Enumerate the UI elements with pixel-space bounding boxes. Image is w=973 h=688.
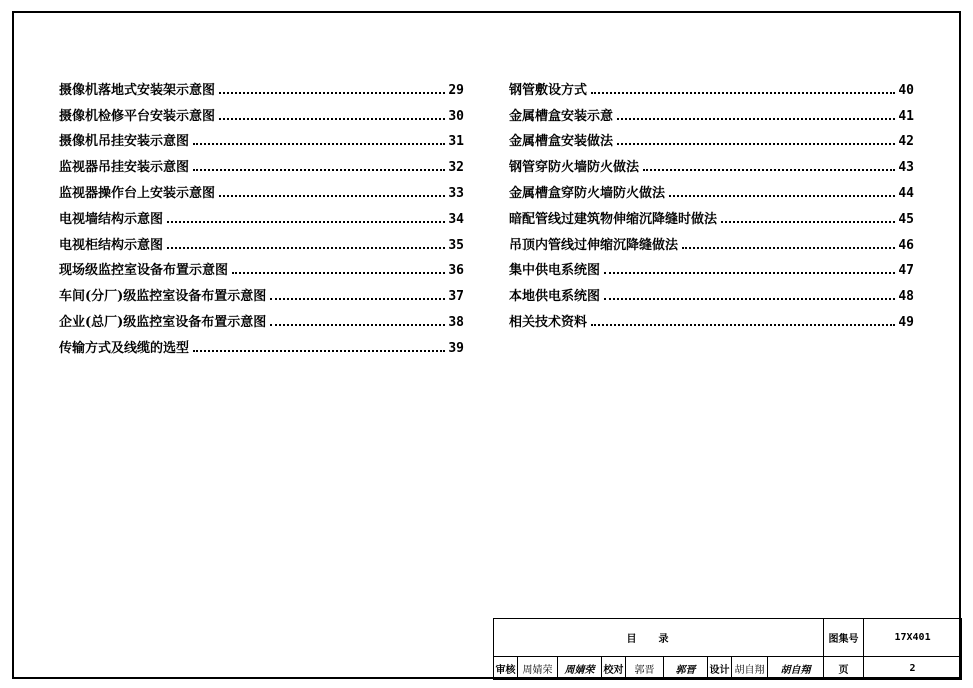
page-label: 页 bbox=[824, 657, 864, 680]
toc-entry-title: 监视器吊挂安装示意图 bbox=[59, 160, 190, 176]
toc-entry[interactable] bbox=[59, 252, 464, 278]
toc-entry-title: 金属槽盒穿防火墙防火做法 bbox=[509, 185, 666, 201]
toc-entry-page: 29 bbox=[448, 82, 464, 98]
atlas-number-label: 图集号 bbox=[824, 619, 864, 657]
toc-entry-title: 本地供电系统图 bbox=[509, 289, 601, 305]
toc-entry-title: 钢管穿防火墙防火做法 bbox=[509, 160, 640, 176]
toc-entry[interactable] bbox=[59, 303, 464, 329]
toc-entry[interactable] bbox=[509, 71, 914, 97]
design-label: 设计 bbox=[708, 657, 732, 680]
toc-entry[interactable] bbox=[59, 123, 464, 149]
toc-entry-title: 电视柜结构示意图 bbox=[59, 237, 164, 253]
toc-entry-page: 47 bbox=[898, 263, 914, 279]
toc-dot-leader bbox=[617, 118, 895, 120]
toc-entry[interactable] bbox=[509, 277, 914, 303]
toc-entry-page: 34 bbox=[448, 211, 464, 227]
toc-entry[interactable] bbox=[509, 200, 914, 226]
toc-entry[interactable] bbox=[509, 174, 914, 200]
toc-dot-leader bbox=[270, 298, 445, 300]
toc-entry-title: 相关技术资料 bbox=[509, 314, 588, 330]
reviewer-signature: 周婧荣 bbox=[558, 657, 602, 680]
toc-entry[interactable] bbox=[509, 252, 914, 278]
drawing-title: 目录 bbox=[494, 619, 824, 657]
toc-entry[interactable] bbox=[59, 277, 464, 303]
toc-dot-leader bbox=[219, 92, 445, 94]
toc-entry[interactable] bbox=[509, 226, 914, 252]
toc-entry-page: 39 bbox=[448, 340, 464, 356]
toc-dot-leader bbox=[167, 221, 445, 223]
toc-dot-leader bbox=[721, 221, 895, 223]
toc-dot-leader bbox=[193, 143, 445, 145]
toc-entry-page: 40 bbox=[898, 82, 914, 98]
toc-dot-leader bbox=[669, 195, 895, 197]
toc-entry-page: 31 bbox=[448, 134, 464, 150]
toc-entry-page: 45 bbox=[898, 211, 914, 227]
toc-dot-leader bbox=[232, 272, 445, 274]
toc-dot-leader bbox=[193, 350, 445, 352]
toc-dot-leader bbox=[643, 169, 895, 171]
toc-entry-page: 44 bbox=[898, 185, 914, 201]
toc-entry-title: 企业(总厂)级监控室设备布置示意图 bbox=[59, 314, 267, 330]
checker-signature: 郭晋 bbox=[664, 657, 708, 680]
toc-entry-title: 电视墙结构示意图 bbox=[59, 211, 164, 227]
toc-entry-title: 车间(分厂)级监控室设备布置示意图 bbox=[59, 289, 267, 305]
toc-entry[interactable] bbox=[509, 303, 914, 329]
toc-entry[interactable] bbox=[59, 71, 464, 97]
toc-dot-leader bbox=[591, 324, 895, 326]
toc-entry-page: 42 bbox=[898, 134, 914, 150]
toc-entry-title: 金属槽盒安装示意 bbox=[509, 108, 614, 124]
toc-entry-page: 43 bbox=[898, 160, 914, 176]
toc-entry[interactable] bbox=[59, 174, 464, 200]
toc-entry-page: 38 bbox=[448, 314, 464, 330]
toc-entry-title: 吊顶内管线过伸缩沉降缝做法 bbox=[509, 237, 679, 253]
toc-entry-title: 监视器操作台上安装示意图 bbox=[59, 185, 216, 201]
toc-entry[interactable] bbox=[59, 148, 464, 174]
toc-entry-page: 37 bbox=[448, 289, 464, 305]
toc-dot-leader bbox=[591, 92, 895, 94]
toc-dot-leader bbox=[219, 118, 445, 120]
toc-entry-title: 传输方式及线缆的选型 bbox=[59, 340, 190, 356]
toc-entry-page: 48 bbox=[898, 289, 914, 305]
toc-entry[interactable] bbox=[59, 200, 464, 226]
toc-left-column bbox=[59, 71, 464, 355]
toc-dot-leader bbox=[682, 247, 895, 249]
toc-entry-page: 46 bbox=[898, 237, 914, 253]
page-number: 2 bbox=[864, 657, 962, 680]
toc-dot-leader bbox=[604, 272, 895, 274]
toc-entry-page: 35 bbox=[448, 237, 464, 253]
reviewer-name: 周婧荣 bbox=[518, 657, 558, 680]
toc-dot-leader bbox=[193, 169, 445, 171]
toc-right-column bbox=[509, 71, 914, 329]
toc-dot-leader bbox=[617, 143, 895, 145]
toc-entry-page: 33 bbox=[448, 185, 464, 201]
toc-dot-leader bbox=[219, 195, 445, 197]
toc-entry-title: 暗配管线过建筑物伸缩沉降缝时做法 bbox=[509, 211, 718, 227]
toc-entry[interactable] bbox=[509, 123, 914, 149]
toc-entry-page: 36 bbox=[448, 263, 464, 279]
check-label: 校对 bbox=[602, 657, 626, 680]
toc-entry-title: 摄像机落地式安装架示意图 bbox=[59, 82, 216, 98]
toc-entry-title: 摄像机检修平台安装示意图 bbox=[59, 108, 216, 124]
designer-name: 胡自翔 bbox=[732, 657, 768, 680]
toc-entry-page: 41 bbox=[898, 108, 914, 124]
toc-dot-leader bbox=[604, 298, 895, 300]
toc-entry[interactable] bbox=[59, 97, 464, 123]
title-block bbox=[493, 618, 961, 679]
toc-entry-page: 49 bbox=[898, 314, 914, 330]
toc-entry[interactable] bbox=[509, 97, 914, 123]
toc-dot-leader bbox=[270, 324, 445, 326]
designer-signature: 胡自翔 bbox=[768, 657, 824, 680]
review-label: 审核 bbox=[494, 657, 518, 680]
toc-dot-leader bbox=[167, 247, 445, 249]
toc-entry[interactable] bbox=[59, 226, 464, 252]
toc-entry-title: 金属槽盒安装做法 bbox=[509, 134, 614, 150]
checker-name: 郭晋 bbox=[626, 657, 664, 680]
atlas-number: 17X401 bbox=[864, 619, 962, 657]
toc-entry-title: 现场级监控室设备布置示意图 bbox=[59, 263, 229, 279]
toc-entry[interactable] bbox=[509, 148, 914, 174]
toc-entry-title: 钢管敷设方式 bbox=[509, 82, 588, 98]
toc-entry-page: 32 bbox=[448, 160, 464, 176]
toc-entry-page: 30 bbox=[448, 108, 464, 124]
toc-entry-title: 摄像机吊挂安装示意图 bbox=[59, 134, 190, 150]
toc-entry[interactable] bbox=[59, 329, 464, 355]
toc-entry-title: 集中供电系统图 bbox=[509, 263, 601, 279]
